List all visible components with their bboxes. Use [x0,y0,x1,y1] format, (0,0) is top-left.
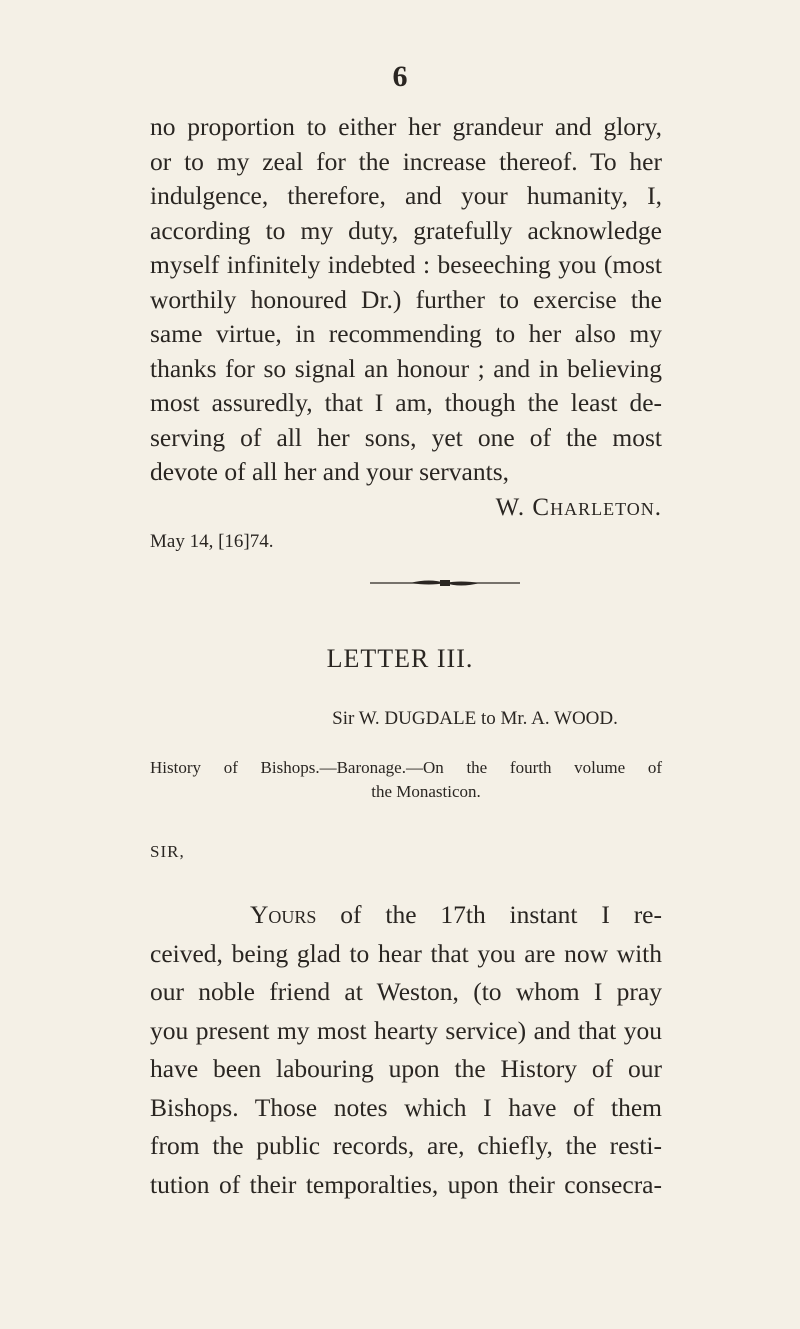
text-line: no proportion to either her grandeur and glory, [150,112,662,141]
summary-line: History of Bishops.—Baronage.—On the fourth volume of [150,758,662,777]
continuation-paragraph [150,110,662,490]
text-line: serving of all her sons, yet one of the most [150,422,662,452]
salutation: SIR, [150,842,185,861]
text-line: indulgence, therefore, and your humanity, I, [150,181,662,210]
text-line: myself infinitely indebted : beseeching you (most [150,250,662,279]
text-line: or to my zeal for the increase thereof. To her [150,146,662,176]
page-number: 6 [392,60,408,93]
letter-addressee: Sir W. DUGDALE to Mr. A. WOOD. [332,708,618,729]
text-line: according to my duty, gratefully acknowledge [150,215,662,245]
text-line [150,898,662,933]
text-line: our noble friend at Weston, (to whom I pray [150,977,662,1006]
letter-heading: LETTER III. [326,644,474,673]
text-line: ceived, being glad to hear that you are now with [150,938,662,968]
letter-date: May 14, [16]74. [150,531,274,552]
opening-line-rest: of the 17th instant I re- [340,900,662,929]
text-line: have been labouring upon the History of our [150,1054,662,1083]
signature [0,494,800,522]
letter-body [150,898,662,1202]
signature-initial: W. [495,494,526,521]
letter-summary [150,756,662,804]
text-line: from the public records, are, chiefly, the resti- [150,1131,662,1160]
signature-surname: Charleton. [532,494,662,521]
summary-line: the Monasticon. [371,782,481,801]
text-line: Bishops. Those notes which I have of them [150,1092,662,1122]
opening-word: Yours [250,900,317,929]
ornament-rule-icon [370,578,520,588]
text-line: worthily honoured Dr.) further to exercise the [150,284,662,314]
text-line: you present my most hearty service) and that you [150,1015,662,1045]
text-line: most assuredly, that I am, though the least de- [150,388,662,417]
text-line: thanks for so signal an honour ; and in believing [150,353,662,383]
text-line: tution of their temporalties, upon their consecra- [150,1169,662,1199]
text-line: same virtue, in recommending to her also my [150,319,662,348]
text-line: devote of all her and your servants, [150,457,510,486]
